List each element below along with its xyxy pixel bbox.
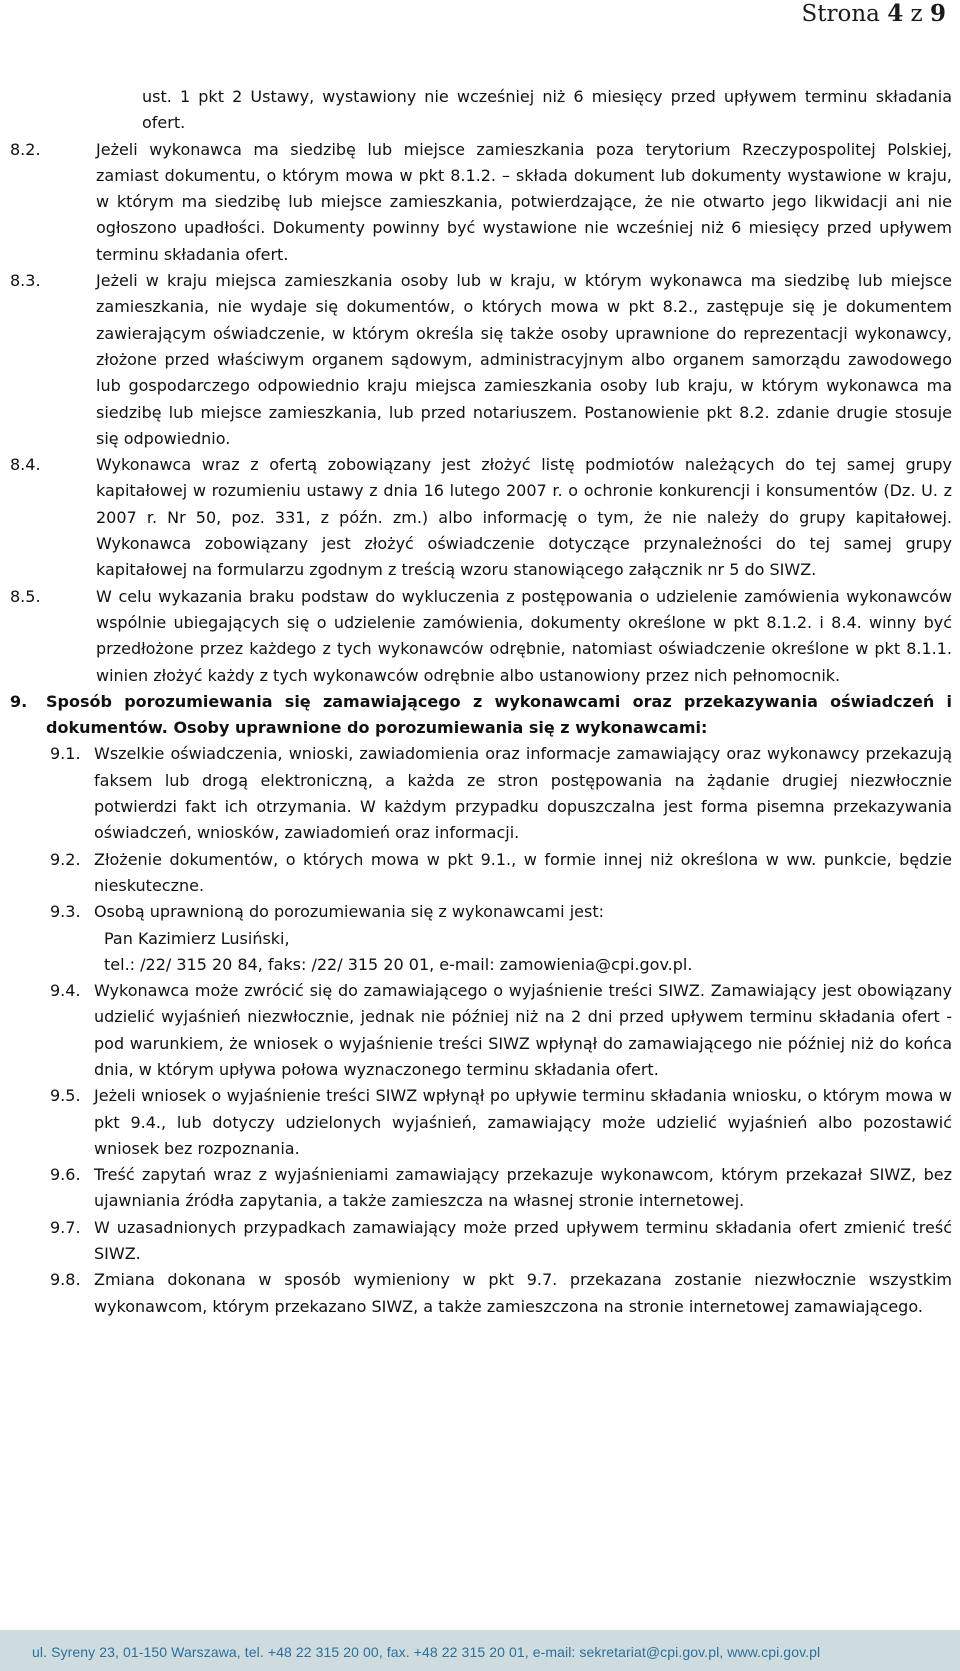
item-text: W celu wykazania braku podstaw do wykluczenia z postępowania o udzielenie zamówienia wykonawców wspólnie ubiegających się o udzielenie zamówienia, dokumenty określone w pkt 8.1.2. i 8.4. winny być przedłożone przez każdego z tych wykonawców odrębnie, natomiast oświadczenie określone w pkt 8.1.1. winien złożyć każdy z tych wykonawców odrębnie albo ustanowiony przez nich pełnomocnik.: [96, 586, 952, 685]
item-8-2: [10, 137, 952, 268]
item-number: 9.8.: [50, 1270, 81, 1290]
item-text: Zmiana dokonana w sposób wymieniony w pkt 9.7. przekazana zostanie niezwłocznie wszystkim wykonawcom, którym przekazano SIWZ, a także zamieszczona na stronie internetowej zamawiającego.: [94, 1270, 952, 1316]
item-text: W uzasadnionych przypadkach zamawiający może przed upływem terminu składania ofert zmienić treść SIWZ.: [94, 1217, 952, 1264]
item-9-3: [50, 899, 952, 925]
section-title: Sposób porozumiewania się zamawiającego z wykonawcami oraz przekazywania oświadczeń i dokumentów. Osoby uprawnione do porozumiewania się z wykonawcami:: [46, 691, 952, 738]
item-number: 8.2.: [10, 139, 41, 159]
intro-paragraph: ust. 1 pkt 2 Ustawy, wystawiony nie wcześniej niż 6 miesięcy przed upływem terminu składania ofert.: [142, 87, 952, 133]
item-text: Osobą uprawnioną do porozumiewania się z wykonawcami jest:: [94, 902, 604, 922]
item-9-4: [50, 978, 952, 1083]
item-9-6: [50, 1162, 952, 1215]
item-9-7: [50, 1215, 952, 1268]
item-number: 8.5.: [10, 586, 41, 606]
item-text: Złożenie dokumentów, o których mowa w pkt 9.1., w formie innej niż określona w ww. punkcie, będzie nieskuteczne.: [94, 849, 952, 895]
item-number: 8.4.: [10, 455, 41, 475]
page-prefix: Strona: [801, 1, 880, 27]
item-number: 9.2.: [50, 849, 81, 869]
document-body: [10, 84, 952, 1320]
item-number: 9.3.: [50, 902, 81, 922]
item-8-5: [10, 584, 952, 689]
item-number: 9.5.: [50, 1086, 81, 1106]
footer-address: ul. Syreny 23, 01-150 Warszawa, tel. +48 22 315 20 00, fax. +48 22 315 20 01, e-mail: sekretariat@cpi.gov.pl, www.cpi.gov.pl: [32, 1644, 821, 1660]
item-text: Treść zapytań wraz z wyjaśnieniami zamawiający przekazuje wykonawcom, którym przekazał SIWZ, bez ujawniania źródła zapytania, a także zamieszcza na własnej stronie internetowej.: [94, 1165, 952, 1211]
page-total: 9: [929, 0, 946, 27]
item-text: Wykonawca może zwrócić się do zamawiającego o wyjaśnienie treści SIWZ. Zamawiający jest obowiązany udzielić wyjaśnień niezwłocznie, jednak nie później niż na 2 dni przed upływem terminu składania ofert - pod warunkiem, że wniosek o wyjaśnienie treści SIWZ wpłynął do zamawiającego nie później niż do końca dnia, w którym upływa połowa wyznaczonego terminu składania ofert.: [94, 981, 952, 1079]
item-number: 8.3.: [10, 271, 41, 291]
item-text: Jeżeli w kraju miejsca zamieszkania osoby lub w kraju, w którym wykonawca ma siedzibę lub miejsce zamieszkania, nie wydaje się dokumentów, o których mowa w pkt 8.2., zastępuje się je dokumentem zawierającym oświadczenie, w którym określa się także osoby uprawnione do reprezentacji wykonawcy, złożone przed właściwym organem sądowym, administracyjnym albo organem samorządu zawodowego lub gospodarczego odpowiednio kraju miejsca zamieszkania osoby lub kraju, w którym wykonawca ma siedzibę lub miejsce zamieszkania, lub przed notariuszem. Postanowienie pkt 8.2. zdanie drugie stosuje się odpowiednio.: [96, 271, 952, 448]
item-number: 9.6.: [50, 1165, 81, 1185]
contact-person: Pan Kazimierz Lusiński,: [104, 928, 290, 948]
item-number: 9.4.: [50, 981, 81, 1001]
item-9-2: [50, 847, 952, 900]
page-number: [802, 0, 946, 27]
section-number: 9.: [10, 691, 28, 711]
contact-details: tel.: /22/ 315 20 84, faks: /22/ 315 20 01, e-mail: zamowienia@cpi.gov.pl.: [104, 954, 693, 974]
item-text: Wszelkie oświadczenia, wnioski, zawiadomienia oraz informacje zamawiający oraz wykonawcy przekazują faksem lub drogą elektroniczną, a każda ze stron postępowania na żądanie drugiej niezwłocznie potwierdzi fakt ich otrzymania. W każdym przypadku dopuszczalna jest forma pisemna przekazywania oświadczeń, wniosków, zawiadomień oraz informacji.: [94, 744, 952, 843]
section-9-heading: [10, 689, 952, 742]
item-9-1: [50, 741, 952, 846]
item-number: 9.7.: [50, 1217, 81, 1237]
item-8-3: [10, 268, 952, 452]
item-text: Jeżeli wniosek o wyjaśnienie treści SIWZ wpłynął po upływie terminu składania wniosku, o którym mowa w pkt 9.4., lub dotyczy udzielonych wyjaśnień, zamawiający może udzielić wyjaśnień albo pozostawić wniosek bez rozpoznania.: [94, 1086, 952, 1158]
item-8-4: [10, 452, 952, 583]
page-separator: z: [910, 1, 923, 27]
item-number: 9.1.: [50, 744, 81, 764]
item-9-5: [50, 1083, 952, 1162]
item-text: Wykonawca wraz z ofertą zobowiązany jest złożyć listę podmiotów należących do tej samej grupy kapitałowej w rozumieniu ustawy z dnia 16 lutego 2007 r. o ochronie konkurencji i konsumentów (Dz. U. z 2007 r. Nr 50, poz. 331, z późn. zm.) albo informację o tym, że nie należy do grupy kapitałowej. Wykonawca zobowiązany jest złożyć oświadczenie dotyczące przynależności do tej samej grupy kapitałowej na formularzu zgodnym z treścią wzoru stanowiącego załącznik nr 5 do SIWZ.: [96, 455, 952, 580]
page-current: 4: [887, 0, 904, 27]
item-text: Jeżeli wykonawca ma siedzibę lub miejsce zamieszkania poza terytorium Rzeczypospolitej Polskiej, zamiast dokumentu, o którym mowa w pkt 8.1.2. – składa dokument lub dokumenty wystawione w kraju, w którym ma siedzibę lub miejsce zamieszkania, potwierdzające, że nie otwarto jego likwidacji ani nie ogłoszono upadłości. Dokumenty powinny być wystawione nie wcześniej niż 6 miesięcy przed upływem terminu składania ofert.: [96, 139, 952, 264]
item-9-8: [50, 1267, 952, 1320]
